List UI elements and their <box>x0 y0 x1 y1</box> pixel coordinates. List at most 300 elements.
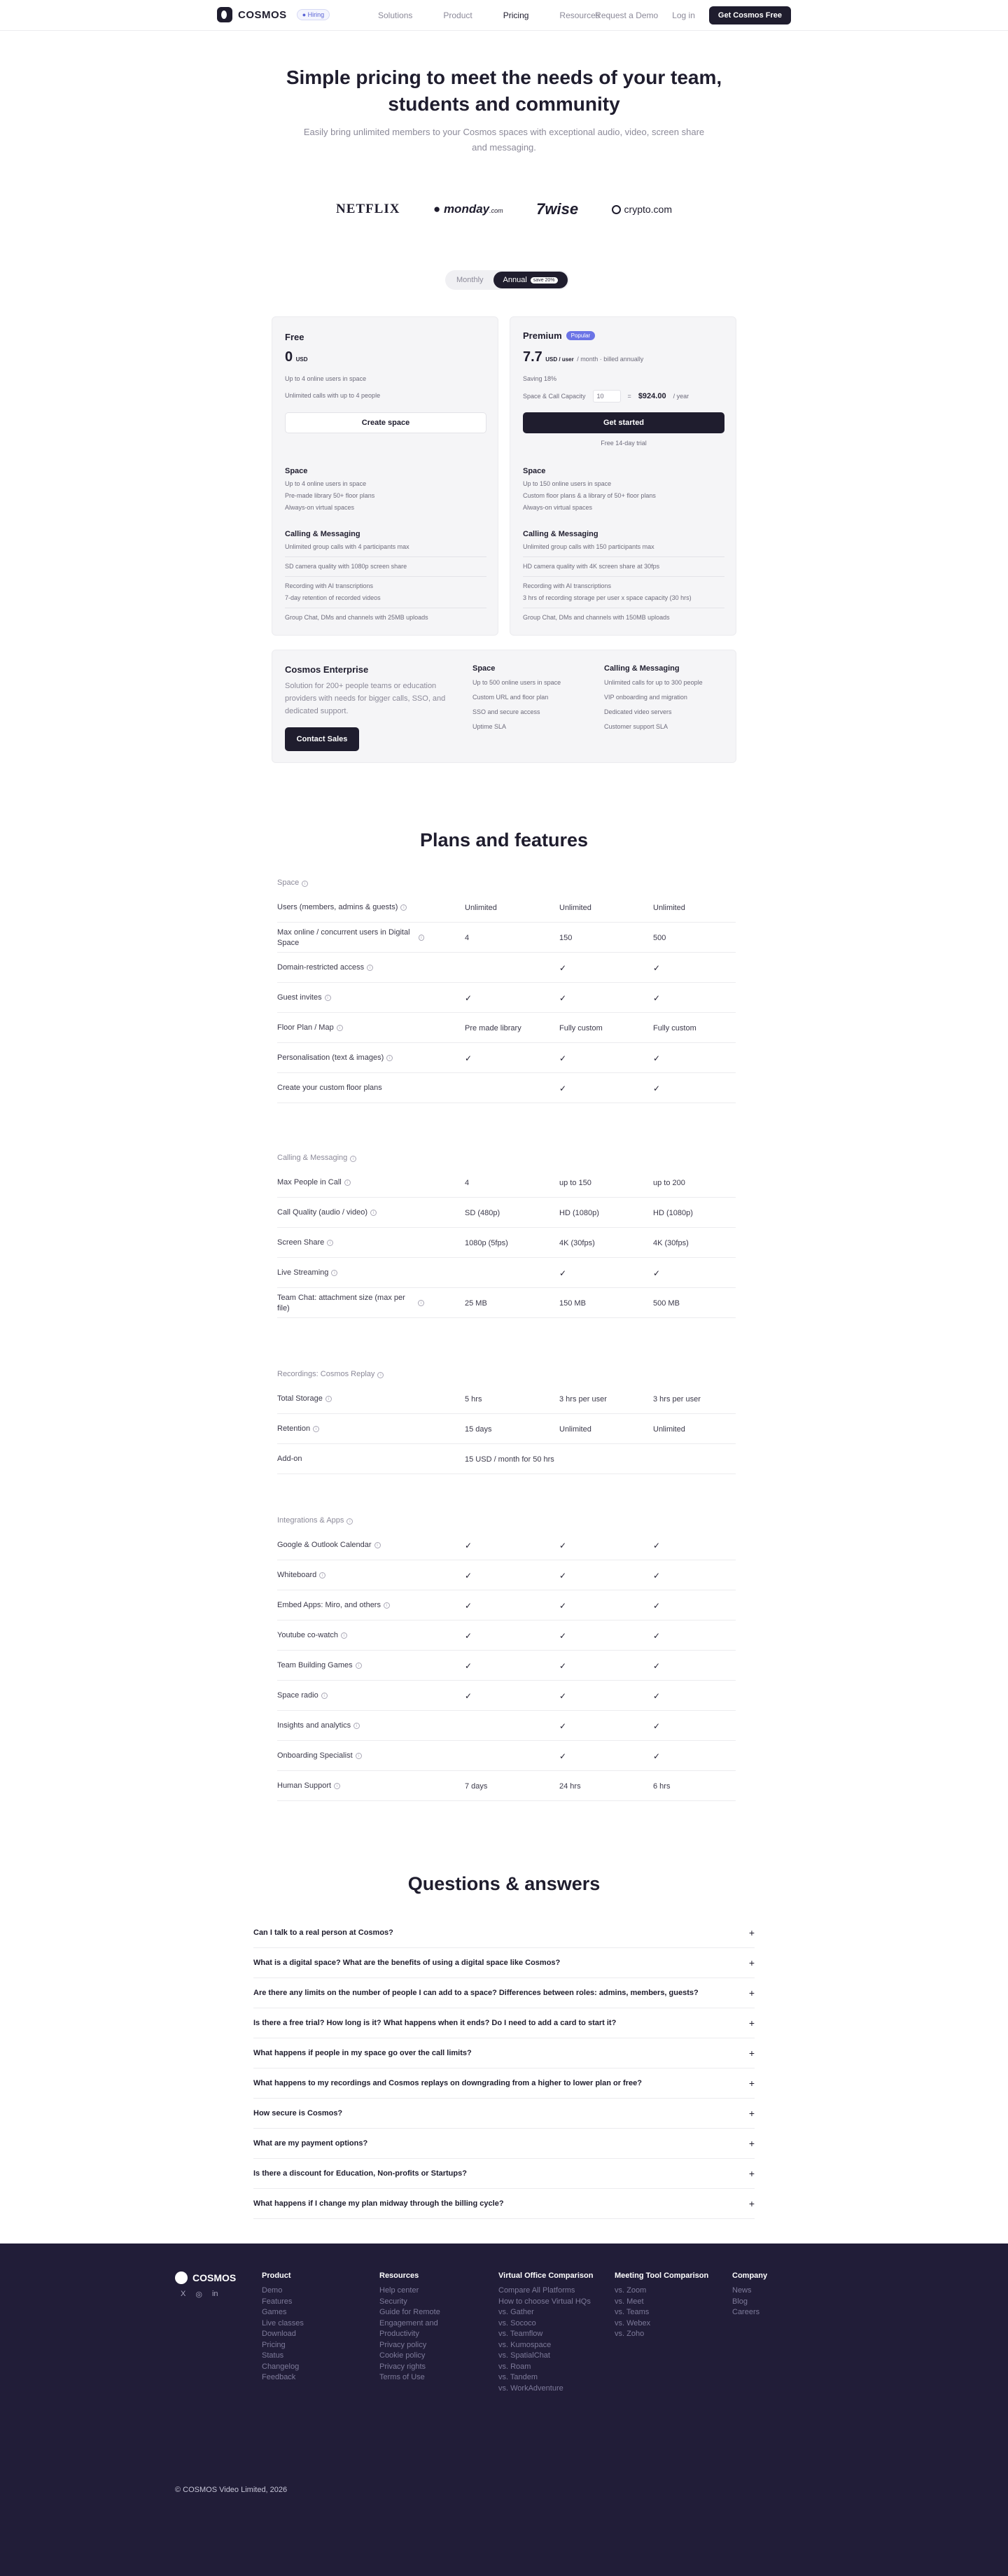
feature-value: Fully custom <box>653 1023 696 1032</box>
x-icon[interactable]: X <box>181 2290 186 2298</box>
plus-icon[interactable]: + <box>748 2047 755 2059</box>
check-icon: ✓ <box>559 1630 567 1641</box>
features-title: Plans and features <box>419 830 589 850</box>
free-calling-item: SD camera quality with 1080p screen share <box>285 563 407 570</box>
feature-value: 150 MB <box>559 1298 586 1308</box>
footer-link[interactable]: vs. Tandem <box>498 2373 538 2381</box>
feature-value: Unlimited <box>465 903 497 912</box>
feature-name: Space radio <box>277 1691 318 1700</box>
feature-row <box>277 1444 736 1474</box>
footer-link[interactable]: Privacy policy <box>379 2340 427 2349</box>
enterprise-calling-features <box>604 664 730 734</box>
check-icon: ✓ <box>559 1721 567 1731</box>
info-icon[interactable]: i <box>334 1783 340 1789</box>
faq-item[interactable] <box>253 2038 755 2068</box>
free-calling-item: Unlimited group calls with 4 participants max <box>285 543 410 550</box>
netflix-logo: NETFLIX <box>336 202 400 216</box>
enterprise-plan-card <box>272 650 736 763</box>
faq-item[interactable] <box>253 2159 755 2189</box>
check-icon: ✓ <box>653 1690 661 1701</box>
section-heading-calling-messaging <box>277 1154 356 1162</box>
info-icon[interactable]: i <box>331 1270 337 1276</box>
nav-pricing[interactable]: Pricing <box>503 10 529 20</box>
feature-row <box>277 1258 736 1288</box>
footer-link[interactable]: Security <box>379 2297 407 2306</box>
billing-annual-option[interactable] <box>493 272 568 288</box>
check-icon: ✓ <box>653 1053 661 1063</box>
info-icon[interactable]: i <box>377 1372 384 1378</box>
feature-row <box>277 923 736 953</box>
section-heading-label: Calling & Messaging <box>277 1154 348 1162</box>
footer-link[interactable]: Download <box>262 2330 296 2338</box>
divider <box>285 556 486 557</box>
feature-label <box>277 1590 424 1620</box>
plus-icon[interactable]: + <box>748 2168 755 2179</box>
check-icon: ✓ <box>559 1600 567 1611</box>
feature-value: Unlimited <box>559 903 592 912</box>
subtitle-line-1: Easily bring unlimited members to your Cosmos spaces with exceptional audio, video, screen share <box>303 127 705 137</box>
check-icon: ✓ <box>465 1053 472 1063</box>
footer-logo[interactable] <box>175 2272 236 2284</box>
faq-question: What is a digital space? What are the benefits of using a digital space like Cosmos? <box>253 1959 561 1967</box>
billing-monthly-option[interactable]: Monthly <box>456 276 484 284</box>
feature-value: 4K (30fps) <box>653 1238 689 1247</box>
feature-label <box>277 1013 424 1043</box>
premium-space-item: Custom floor plans & a library of 50+ floor plans <box>523 492 656 499</box>
footer-link[interactable]: Careers <box>732 2308 760 2316</box>
faq-item[interactable] <box>253 2099 755 2129</box>
feature-row <box>277 1168 736 1198</box>
info-icon[interactable]: i <box>374 1542 381 1548</box>
feature-value: 500 MB <box>653 1298 680 1308</box>
enterprise-calling-item: VIP onboarding and migration <box>604 694 687 701</box>
info-icon[interactable]: i <box>384 1602 390 1609</box>
popular-badge: Popular <box>566 331 596 340</box>
info-icon[interactable]: i <box>327 1240 333 1246</box>
plus-icon[interactable]: + <box>748 1927 755 1938</box>
footer-link[interactable]: Blog <box>732 2297 748 2306</box>
check-icon: ✓ <box>653 962 661 973</box>
plus-icon[interactable]: + <box>748 2108 755 2119</box>
check-icon: ✓ <box>559 1690 567 1701</box>
capacity-row <box>523 390 689 402</box>
feature-name: Add-on <box>277 1455 302 1463</box>
check-icon: ✓ <box>559 1660 567 1671</box>
feature-name: Whiteboard <box>277 1571 317 1579</box>
feature-value: Unlimited <box>559 1424 592 1434</box>
footer-link[interactable]: Terms of Use <box>379 2373 425 2381</box>
plus-icon[interactable]: + <box>748 2198 755 2209</box>
instagram-icon[interactable]: ◎ <box>195 2290 202 2299</box>
info-icon[interactable]: i <box>337 1025 343 1031</box>
feature-value: Unlimited <box>653 903 685 912</box>
page-subtitle <box>0 125 1008 155</box>
feature-value: Fully custom <box>559 1023 603 1032</box>
plus-icon[interactable]: + <box>748 1957 755 1968</box>
feature-value: 15 USD / month for 50 hrs <box>465 1455 554 1464</box>
info-icon[interactable]: i <box>350 1156 356 1162</box>
footer-link[interactable]: vs. Zoho <box>615 2330 645 2338</box>
section-heading-space <box>277 878 308 887</box>
feature-label <box>277 1168 424 1198</box>
check-icon: ✓ <box>465 1690 472 1701</box>
enterprise-space-item: Uptime SLA <box>472 723 507 730</box>
feature-row <box>277 1620 736 1651</box>
faq-item[interactable] <box>253 2189 755 2219</box>
check-icon: ✓ <box>653 993 661 1003</box>
info-icon[interactable]: i <box>321 1693 328 1699</box>
enterprise-calling-item: Dedicated video servers <box>604 708 672 715</box>
feature-value: 25 MB <box>465 1298 487 1308</box>
footer-column-title: Meeting Tool Comparison <box>615 2272 709 2280</box>
feature-label <box>277 1384 424 1414</box>
info-icon[interactable]: i <box>346 1518 353 1525</box>
feature-label <box>277 1530 424 1560</box>
info-icon[interactable]: i <box>302 881 308 887</box>
premium-price-unit: USD / user <box>545 356 574 363</box>
check-icon: ✓ <box>559 1570 567 1581</box>
feature-name: Youtube co-watch <box>277 1631 339 1639</box>
check-icon: ✓ <box>559 962 567 973</box>
nav-resources[interactable]: Resources <box>559 10 600 20</box>
feature-label <box>277 1741 424 1771</box>
feature-label <box>277 1560 424 1590</box>
check-icon: ✓ <box>559 1751 567 1761</box>
footer-link[interactable]: Compare All Platforms <box>498 2286 575 2295</box>
check-icon: ✓ <box>465 1600 472 1611</box>
feature-label <box>277 1043 424 1073</box>
feature-value: 15 days <box>465 1424 492 1434</box>
footer-link[interactable]: vs. Webex <box>615 2318 651 2328</box>
section-heading-integrations-apps <box>277 1516 353 1525</box>
check-icon: ✓ <box>559 1083 567 1093</box>
brand-logo[interactable] <box>217 7 330 22</box>
premium-plan-card <box>510 316 736 636</box>
free-price <box>285 349 307 365</box>
hiring-label: Hiring <box>307 11 325 18</box>
free-space-features <box>285 467 486 514</box>
feature-row <box>277 983 736 1013</box>
customer-logos <box>336 200 672 218</box>
feature-value: 3 hrs per user <box>653 1394 701 1404</box>
feature-label <box>277 892 424 923</box>
check-icon: ✓ <box>653 1630 661 1641</box>
free-price-unit: USD <box>295 356 308 363</box>
premium-price-value: 7.7 <box>523 349 542 365</box>
feature-name: Total Storage <box>277 1394 323 1403</box>
free-trial-note: Free 14-day trial <box>601 440 647 447</box>
plus-icon[interactable]: + <box>748 1987 755 1998</box>
check-icon: ✓ <box>465 1660 472 1671</box>
faq-item[interactable] <box>253 2008 755 2038</box>
create-space-button[interactable]: Create space <box>285 412 486 433</box>
plus-icon[interactable]: + <box>748 2078 755 2089</box>
footer-link[interactable]: Demo <box>262 2286 283 2295</box>
footer-link[interactable]: vs. SpatialChat <box>498 2351 550 2360</box>
premium-saving: Saving 18% <box>523 375 557 382</box>
free-plan-title: Free <box>285 332 304 342</box>
feature-row <box>277 1530 736 1560</box>
faq-question: What happens if people in my space go over the call limits? <box>253 2049 472 2057</box>
cosmos-logo-icon <box>217 7 232 22</box>
contact-sales-button[interactable]: Contact Sales <box>285 727 359 751</box>
free-price-value: 0 <box>285 349 293 365</box>
divider <box>523 556 724 557</box>
footer-link[interactable]: Guide for Remote Engagement and Productivity <box>379 2308 440 2338</box>
faq-item[interactable] <box>253 2068 755 2099</box>
footer-link[interactable]: News <box>732 2286 752 2295</box>
premium-space-item: Up to 150 online users in space <box>523 480 612 487</box>
feature-value: 6 hrs <box>653 1782 671 1791</box>
info-icon[interactable]: i <box>326 1396 332 1402</box>
footer-link[interactable]: Help center <box>379 2286 419 2295</box>
check-icon: ✓ <box>653 1570 661 1581</box>
footer-link[interactable]: Features <box>262 2297 293 2306</box>
check-icon: ✓ <box>465 1570 472 1581</box>
info-icon[interactable]: i <box>419 934 424 941</box>
info-icon[interactable]: i <box>356 1753 362 1759</box>
site-footer <box>0 2244 1008 2576</box>
check-icon: ✓ <box>653 1660 661 1671</box>
footer-link[interactable]: vs. Zoom <box>615 2286 647 2295</box>
feature-label <box>277 1444 424 1474</box>
feature-value: HD (1080p) <box>559 1208 599 1217</box>
feature-value: 24 hrs <box>559 1782 581 1791</box>
footer-link[interactable]: vs. Kumospace <box>498 2340 552 2349</box>
check-icon: ✓ <box>653 1268 661 1278</box>
feature-name: Insights and analytics <box>277 1721 351 1730</box>
feature-name: Retention <box>277 1424 311 1433</box>
footer-link[interactable]: Feedback <box>262 2373 296 2381</box>
info-icon[interactable]: i <box>386 1055 393 1061</box>
footer-link[interactable]: Status <box>262 2351 284 2360</box>
feature-row <box>277 1228 736 1258</box>
footer-column-meeting-tool-comparison <box>615 2272 720 2340</box>
feature-name: Onboarding Specialist <box>277 1751 353 1760</box>
feature-value: 7 days <box>465 1782 488 1791</box>
feature-value: up to 150 <box>559 1178 592 1187</box>
feature-name: Create your custom floor plans <box>277 1084 382 1092</box>
premium-calling-item: Group Chat, DMs and channels with 150MB uploads <box>523 614 670 621</box>
section-heading-label: Space <box>277 878 300 887</box>
feature-label <box>277 983 424 1013</box>
info-icon[interactable]: i <box>354 1723 360 1729</box>
feature-row <box>277 1711 736 1741</box>
feature-value: up to 200 <box>653 1178 685 1187</box>
enterprise-space-item: Up to 500 online users in space <box>472 679 561 686</box>
footer-link[interactable]: Live classes <box>262 2318 304 2328</box>
faq-item[interactable] <box>253 1948 755 1978</box>
enterprise-space-item: Custom URL and floor plan <box>472 694 549 701</box>
feature-row <box>277 1681 736 1711</box>
check-icon: ✓ <box>559 993 567 1003</box>
premium-calling-item: HD camera quality with 4K screen share at 30fps <box>523 563 660 570</box>
free-limit-1: Up to 4 online users in space <box>285 375 367 382</box>
monday-label: monday <box>443 202 490 216</box>
footer-link[interactable]: How to choose Virtual HQs <box>498 2297 591 2306</box>
feature-name: Team Chat: attachment size (max per file) <box>277 1293 405 1312</box>
feature-value: 5 hrs <box>465 1394 482 1404</box>
faq-question: Is there a discount for Education, Non-profits or Startups? <box>253 2169 467 2178</box>
feature-row <box>277 1013 736 1043</box>
section-heading-label: Integrations & Apps <box>277 1516 344 1525</box>
site-header <box>0 0 1008 31</box>
footer-link[interactable]: vs. Teams <box>615 2308 650 2316</box>
info-icon[interactable]: i <box>367 965 373 971</box>
feature-name: Personalisation (text & images) <box>277 1054 384 1062</box>
enterprise-calling-item: Unlimited calls for up to 300 people <box>604 679 703 686</box>
feature-value: Unlimited <box>653 1424 685 1434</box>
feature-value: 4K (30fps) <box>559 1238 595 1247</box>
feature-name: Google & Outlook Calendar <box>277 1541 372 1549</box>
footer-link[interactable]: vs. Meet <box>615 2297 644 2306</box>
footer-column-title: Resources <box>379 2272 419 2280</box>
faq-question: What happens if I change my plan midway through the billing cycle? <box>253 2199 504 2208</box>
get-started-button[interactable]: Get started <box>523 412 724 433</box>
footer-link[interactable]: Games <box>262 2308 287 2316</box>
hiring-badge[interactable]: ● Hiring <box>297 9 330 20</box>
check-icon: ✓ <box>653 1540 661 1550</box>
faq-item[interactable] <box>253 2129 755 2159</box>
divider <box>285 576 486 577</box>
feature-label <box>277 1198 424 1228</box>
footer-link[interactable]: vs. Roam <box>498 2362 531 2371</box>
footer-link[interactable]: vs. Sococo <box>498 2318 536 2328</box>
plus-icon[interactable]: + <box>748 2017 755 2029</box>
footer-column-product <box>262 2272 367 2384</box>
request-demo-link[interactable]: Request a Demo <box>595 10 659 20</box>
main-nav <box>378 0 600 31</box>
faq-title: Questions & answers <box>407 1873 601 1894</box>
feature-name: Domain-restricted access <box>277 963 365 972</box>
premium-plan-title: Premium Popular <box>523 330 595 342</box>
premium-price <box>523 349 643 365</box>
info-icon[interactable]: i <box>400 904 407 911</box>
feature-name: Human Support <box>277 1782 332 1790</box>
free-calling-item: 7-day retention of recorded videos <box>285 594 381 601</box>
linkedin-icon[interactable]: in <box>211 2290 218 2298</box>
capacity-label: Space & Call Capacity <box>523 392 586 400</box>
check-icon: ✓ <box>465 993 472 1003</box>
faq-question: Are there any limits on the number of people I can add to a space? Differences between roles: admins, members, guests? <box>253 1989 699 1997</box>
footer-link[interactable]: vs. WorkAdventure <box>498 2384 564 2393</box>
free-calling-item: Group Chat, DMs and channels with 25MB uploads <box>285 614 428 621</box>
feature-row <box>277 1414 736 1444</box>
feature-name: Team Building Games <box>277 1661 353 1670</box>
info-icon[interactable]: i <box>313 1426 319 1432</box>
nav-solutions[interactable]: Solutions <box>378 10 413 20</box>
info-icon[interactable]: i <box>418 1300 424 1306</box>
premium-calling-title: Calling & Messaging <box>523 530 598 538</box>
premium-space-title: Space <box>523 467 546 475</box>
footer-brand: COSMOS <box>192 2272 237 2283</box>
free-space-title: Space <box>285 467 308 475</box>
feature-label <box>277 1651 424 1681</box>
feature-row <box>277 953 736 983</box>
info-icon[interactable]: i <box>325 995 331 1001</box>
footer-link[interactable]: Cookie policy <box>379 2351 426 2360</box>
title-line-1: Simple pricing to meet the needs of your team, <box>286 66 722 88</box>
footer-column-virtual-office-comparison <box>498 2272 603 2394</box>
check-icon: ✓ <box>559 1268 567 1278</box>
faq-item[interactable] <box>253 1918 755 1948</box>
annual-label: Annual <box>503 276 527 284</box>
login-link[interactable]: Log in <box>672 10 695 20</box>
info-icon[interactable]: i <box>356 1662 362 1669</box>
info-icon[interactable]: i <box>319 1572 326 1578</box>
cosmos-logo-icon <box>175 2272 188 2284</box>
info-icon[interactable]: i <box>344 1180 351 1186</box>
capacity-input[interactable]: 10 <box>593 390 621 402</box>
feature-row <box>277 892 736 923</box>
nav-product[interactable]: Product <box>443 10 472 20</box>
footer-link[interactable]: Pricing <box>262 2340 286 2349</box>
feature-label <box>277 1073 424 1103</box>
feature-name: Max online / concurrent users in Digital Space <box>277 927 410 947</box>
footer-link[interactable]: vs. Teamflow <box>498 2330 543 2338</box>
free-limit-2: Unlimited calls with up to 4 people <box>285 392 381 399</box>
crypto-logo <box>612 204 672 215</box>
crypto-icon <box>612 205 621 214</box>
feature-value: 500 <box>653 933 666 942</box>
feature-name: Guest invites <box>277 993 322 1002</box>
billing-toggle <box>445 270 569 290</box>
copyright: © COSMOS Video Limited, 2026 <box>175 2486 288 2494</box>
premium-calling-item: 3 hrs of recording storage per user x space capacity (30 hrs) <box>523 594 692 601</box>
info-icon[interactable]: i <box>370 1210 377 1216</box>
footer-link[interactable]: vs. Gather <box>498 2308 534 2316</box>
header-actions <box>595 0 791 31</box>
check-icon: ✓ <box>465 1630 472 1641</box>
check-icon: ✓ <box>559 1053 567 1063</box>
footer-link[interactable]: Privacy rights <box>379 2362 426 2371</box>
plus-icon[interactable]: + <box>748 2138 755 2149</box>
check-icon: ✓ <box>653 1751 661 1761</box>
enterprise-calling-item: Customer support SLA <box>604 723 668 730</box>
feature-value: 4 <box>465 1178 470 1187</box>
get-cosmos-free-button[interactable]: Get Cosmos Free <box>709 6 791 24</box>
feature-label <box>277 1258 424 1288</box>
footer-link[interactable]: Changelog <box>262 2362 300 2371</box>
subtitle-line-2: and messaging. <box>472 142 536 153</box>
enterprise-space-features <box>472 664 598 734</box>
section-heading-recordings-cosmos-replay <box>277 1370 384 1378</box>
feature-name: Call Quality (audio / video) <box>277 1208 368 1217</box>
feature-value: SD (480p) <box>465 1208 500 1217</box>
page-title <box>0 64 1008 118</box>
footer-column-title: Company <box>732 2272 768 2280</box>
crypto-label: crypto.com <box>624 204 672 215</box>
free-space-item: Always-on virtual spaces <box>285 504 355 511</box>
feature-row <box>277 1560 736 1590</box>
faq-item[interactable] <box>253 1978 755 2008</box>
free-plan-card <box>272 316 498 636</box>
enterprise-title: Cosmos Enterprise <box>285 664 369 675</box>
feature-label <box>277 1681 424 1711</box>
wise-label: wise <box>545 200 579 218</box>
save-badge: save 20% <box>531 277 558 284</box>
brand-name: COSMOS <box>238 8 287 21</box>
footer-column-company <box>732 2272 802 2318</box>
free-space-item: Up to 4 online users in space <box>285 480 367 487</box>
feature-label <box>277 1288 424 1318</box>
feature-row <box>277 1771 736 1801</box>
multiply-icon: = <box>627 392 631 400</box>
faq-question: What happens to my recordings and Cosmos replays on downgrading from a higher to lower plan or free? <box>253 2079 642 2087</box>
info-icon[interactable]: i <box>341 1632 347 1639</box>
feature-name: Floor Plan / Map <box>277 1023 334 1032</box>
enterprise-description: Solution for 200+ people teams or education providers with needs for bigger calls, SSO, and dedicated support. <box>285 682 446 715</box>
